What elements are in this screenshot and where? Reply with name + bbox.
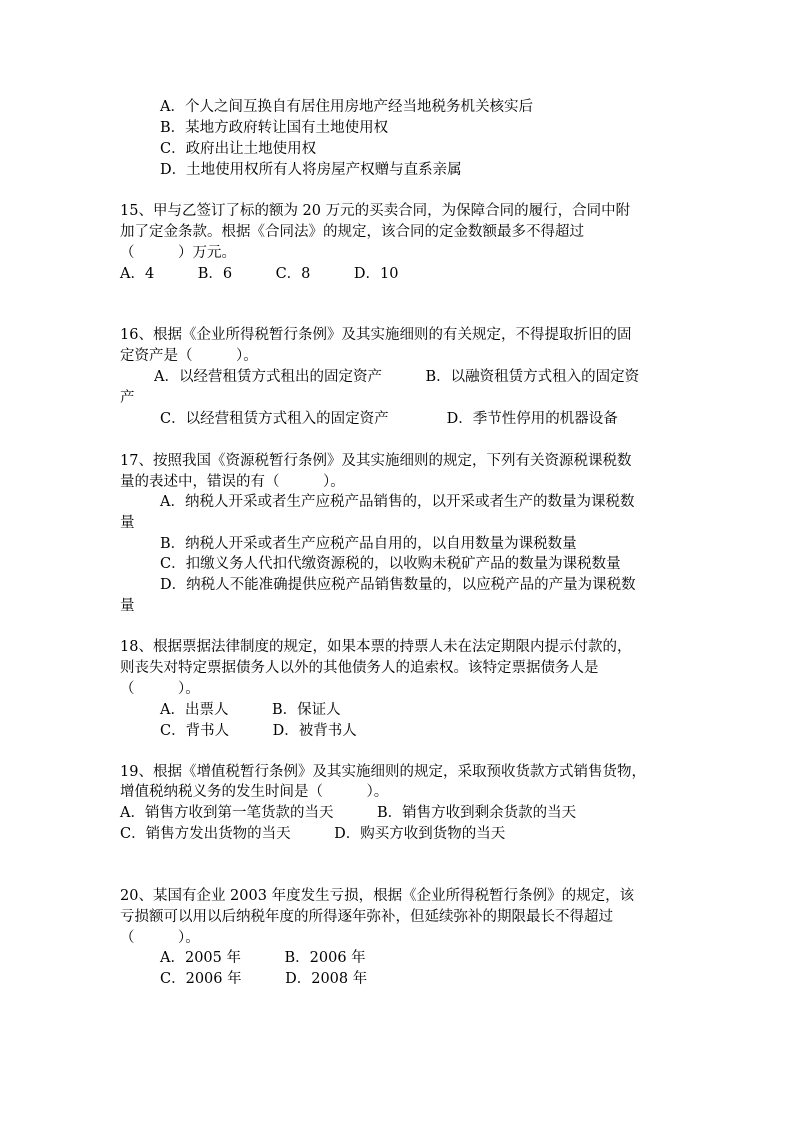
- option-d-wrap: 量: [120, 598, 135, 614]
- question-text-line: 量的表述中，错误的有（ ）。: [120, 474, 345, 490]
- question-text-line: 17、按照我国《资源税暂行条例》及其实施细则的规定，下列有关资源税课税数: [120, 453, 632, 469]
- options-line: C．2006 年 D．2008 年: [160, 971, 368, 987]
- options-line: A．以经营租赁方式租出的固定资产 B．以融资租赁方式租入的固定资: [154, 369, 640, 385]
- options-line: C．销售方发出货物的当天 D．购买方收到货物的当天: [120, 826, 506, 842]
- question-text-line: 15、甲与乙签订了标的额为 20 万元的买卖合同，为保障合同的履行，合同中附: [120, 203, 631, 219]
- option-b: B．纳税人开采或者生产应税产品自用的，以自用数量为课税数量: [160, 536, 577, 552]
- question-text-line: 定资产是（ ）。: [120, 348, 258, 364]
- options-line: A．2005 年 B．2006 年: [160, 950, 366, 966]
- options-line: A．4 B．6 C．8 D．10: [120, 266, 399, 282]
- option-a-wrap: 量: [120, 515, 135, 531]
- question-text-line: 16、根据《企业所得税暂行条例》及其实施细则的有关规定，不得提取折旧的固: [120, 327, 632, 343]
- question-text-line: 19、根据《增值税暂行条例》及其实施细则的规定，采取预收货款方式销售货物，: [120, 764, 646, 780]
- question-text-line: 加了定金条款。根据《合同法》的规定，该合同的定金数额最多不得超过: [120, 224, 584, 240]
- question-text-line: 18、根据票据法律制度的规定，如果本票的持票人未在法定期限内提示付款的，: [120, 639, 632, 655]
- options-line: C．背书人 D．被背书人: [160, 723, 357, 739]
- options-line: C．以经营租赁方式租入的固定资产 D．季节性停用的机器设备: [160, 411, 618, 427]
- option-d: D．土地使用权所有人将房屋产权赠与直系亲属: [160, 162, 462, 178]
- question-text-line: （ ）。: [120, 681, 200, 697]
- option-b: B．某地方政府转让国有土地使用权: [160, 120, 389, 136]
- options-line: 产: [120, 390, 135, 406]
- options-line: A．出票人 B．保证人: [160, 702, 341, 718]
- option-c: C．扣缴义务人代扣代缴资源税的，以收购未税矿产品的数量为课税数量: [160, 556, 621, 572]
- option-a: A．纳税人开采或者生产应税产品销售的，以开采或者生产的数量为课税数: [160, 494, 635, 510]
- question-text-line: （ ）。: [120, 930, 200, 946]
- question-text-line: 增值税纳税义务的发生时间是（ ）。: [120, 784, 389, 800]
- question-text-line: （ ）万元。: [120, 245, 236, 261]
- options-line: A．销售方收到第一笔货款的当天 B．销售方收到剩余货款的当天: [120, 805, 577, 821]
- question-text-line: 则丧失对特定票据债务人以外的其他债务人的追索权。该特定票据债务人是: [120, 660, 599, 676]
- option-a: A．个人之间互换自有居住用房地产经当地税务机关核实后: [160, 99, 533, 115]
- question-text-line: 20、某国有企业 2003 年度发生亏损，根据《企业所得税暂行条例》的规定，该: [120, 888, 635, 904]
- option-c: C．政府出让土地使用权: [160, 141, 317, 157]
- option-d: D．纳税人不能准确提供应税产品销售数量的，以应税产品的产量为课税数: [160, 577, 636, 593]
- question-text-line: 亏损额可以用以后纳税年度的所得逐年弥补，但延续弥补的期限最长不得超过: [120, 909, 613, 925]
